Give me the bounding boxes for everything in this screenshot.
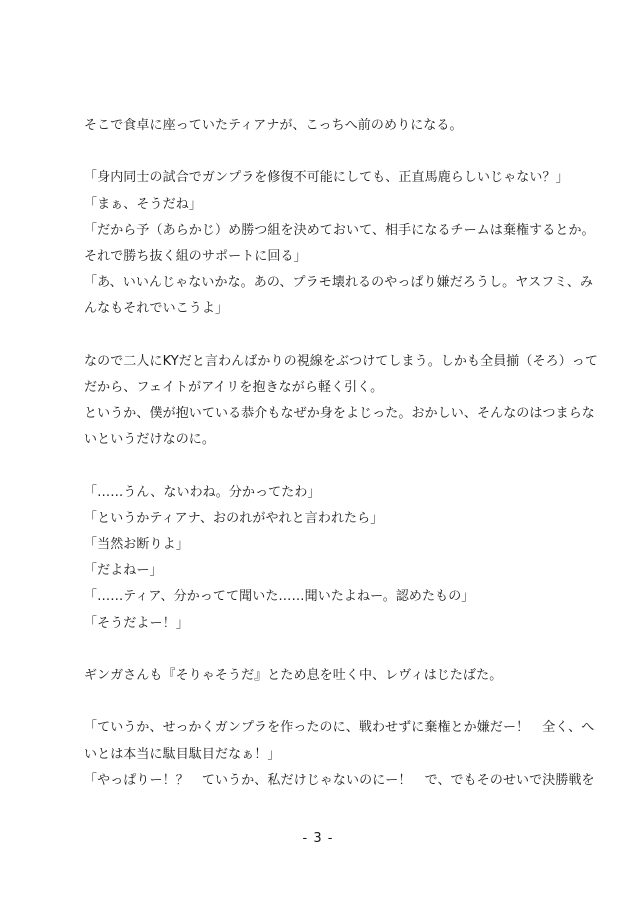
text-line: いというだけなのに。	[84, 432, 216, 448]
dialogue-line: 「そうだよー！」	[84, 615, 189, 631]
blank-line	[84, 323, 560, 349]
text-line: だから、フェイトがアイリを抱きながら軽く引く。	[84, 379, 384, 395]
text-line: なので二人にKYだと言わんばかりの視線をぶつけてしまう。しかも全員揃（そろ）って	[84, 353, 599, 369]
blank-line	[84, 689, 560, 715]
dialogue-line: 「というかティアナ、おのれがやれと言われたら」	[84, 510, 384, 526]
text-line: ギンガさんも『そりゃそうだ』とため息を吐く中、レヴィはじたばた。	[84, 667, 503, 683]
blank-line	[84, 453, 560, 479]
dialogue-line: 「だから予（あらかじ）め勝つ組を決めておいて、相手になるチームは棄権するとか。	[84, 222, 595, 238]
dialogue-line: 「当然お断りよ」	[84, 537, 189, 552]
dialogue-line: 「ていうか、せっかくガンプラを作ったのに、戦わせずに棄権とか嫌だー！ 全く、へ	[84, 720, 595, 736]
dialogue-line: 「……ティア、分かってて聞いた……聞いたよねー。認めたもの」	[84, 589, 475, 605]
page-number: - 3 -	[302, 831, 334, 846]
text-line: そこで食卓に座っていたティアナが、こっちへ前のめりになる。	[84, 118, 463, 133]
text-line: というか、僕が抱いている恭介もなぜか身をよじった。おかしい、そんなのはつまらな	[84, 406, 595, 422]
dialogue-line: 「身内同士の試合でガンプラを修復不可能にしても、正直馬鹿らしいじゃない？」	[84, 170, 569, 186]
dialogue-line: んなもそれでいこうよ」	[84, 301, 229, 317]
dialogue-line: それで勝ち抜く組のサポートに回る」	[84, 248, 307, 264]
blank-line	[84, 637, 560, 663]
dialogue-line: 「だよねー」	[84, 563, 163, 579]
body-text	[84, 113, 599, 794]
dialogue-line: 「……うん、ないわね。分かってたわ」	[84, 484, 321, 500]
dialogue-line: 「あ、いいんじゃないかな。あの、プラモ壊れるのやっぱり嫌だろうし。ヤスフミ、み	[84, 275, 594, 291]
dialogue-line: いとは本当に駄目駄目だなぁ！」	[84, 746, 281, 762]
dialogue-line: 「まぁ、そうだね」	[84, 196, 202, 212]
blank-line	[84, 139, 560, 165]
dialogue-line: 「やっぱりー！？ ていうか、私だけじゃないのにー！ で、でもそのせいで決勝戦を	[84, 772, 595, 788]
